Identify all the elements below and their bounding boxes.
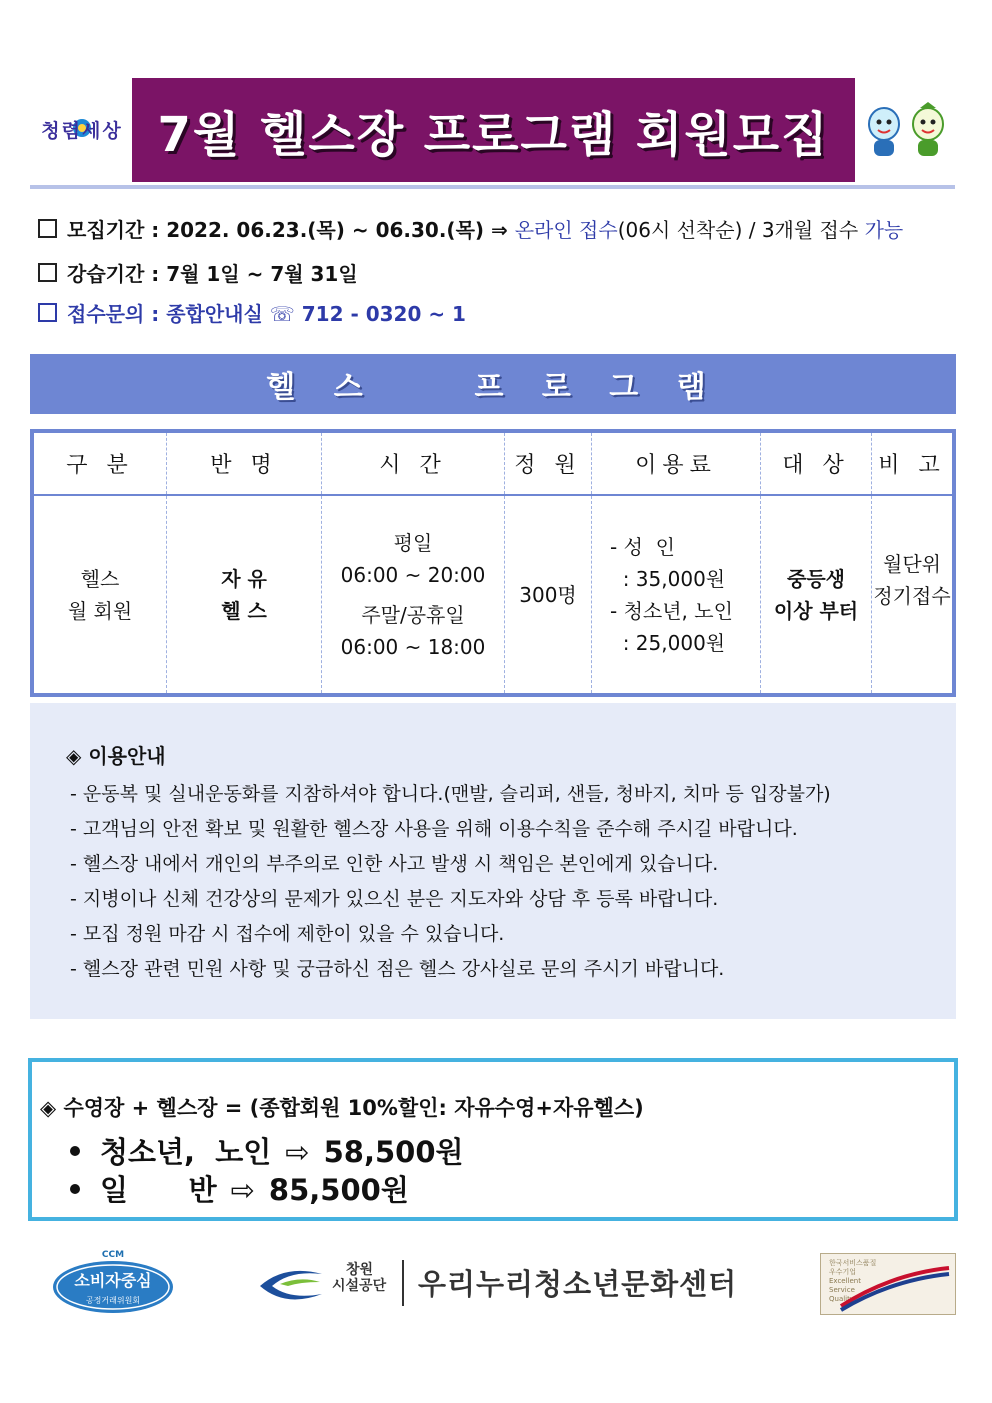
header-category: 구 분 <box>34 433 167 495</box>
recruit-period-line <box>38 214 903 243</box>
checkbox-icon <box>38 219 57 238</box>
category-line2: 월 회원 <box>67 598 133 623</box>
logo-text: 청렴세상 <box>41 120 123 142</box>
fee-youth: : 25,000원 <box>610 630 726 655</box>
cell-category <box>34 495 167 693</box>
header-fee: 이용료 <box>592 433 761 495</box>
notice-item: - 헬스장 내에서 개인의 부주의로 인한 사고 발생 시 책임은 본인에게 있습니다. <box>70 853 719 875</box>
lesson-period-line <box>38 258 358 287</box>
cell-time <box>322 495 505 693</box>
table-header-row <box>34 433 952 495</box>
header-note: 비 고 <box>872 433 953 495</box>
weekend-time: 06:00 ~ 18:00 <box>340 634 486 659</box>
note-line2: 정기접수 <box>873 584 951 608</box>
combo-price: 85,500원 <box>268 1173 409 1207</box>
diamond-icon: ◈ <box>40 1096 64 1120</box>
section-title-bar <box>30 354 956 414</box>
weekend-label: 주말/공휴일 <box>361 602 465 627</box>
ksq-line3: Excellent <box>829 1277 861 1285</box>
fee-adult: : 35,000원 <box>610 566 726 591</box>
combo-row-youth <box>70 1130 464 1171</box>
combo-title-line <box>40 1092 644 1122</box>
ksq-line4: Service <box>829 1286 855 1294</box>
combo-title: 수영장 + 헬스장 = (종합회원 10%할인: 자유수영+자유헬스) <box>63 1096 644 1120</box>
fee-adult-label: - 성 인 <box>610 534 675 559</box>
class-line2: 헬 스 <box>221 598 267 623</box>
org-sub <box>332 1262 386 1294</box>
notice-item: - 고객님의 안전 확보 및 원활한 헬스장 사용을 위해 이용수칙을 준수해 주시길 바랍니다. <box>70 818 798 840</box>
ccm-sub: 공정거래위원회 <box>85 1296 141 1305</box>
ccm-main: 소비자중심 <box>74 1271 152 1290</box>
checkbox-icon <box>38 263 57 282</box>
notice-item: - 헬스장 관련 민원 사항 및 궁금하신 점은 헬스 강사실로 문의 주시기 바랍니다. <box>70 958 725 980</box>
arrow-right-icon: ⇨ <box>285 1135 310 1169</box>
bullet-icon <box>70 1184 80 1194</box>
mascot-characters-image <box>862 102 954 160</box>
notice-title: 이용안내 <box>88 744 166 768</box>
notice-item: - 운동복 및 실내운동화를 지참하셔야 합니다.(맨발, 슬리퍼, 샌들, 청바지, 치마 등 입장불가) <box>70 783 831 805</box>
usage-notice-panel <box>30 703 956 1019</box>
combo-label: 일 반 <box>100 1173 217 1207</box>
cell-fee <box>592 495 761 693</box>
header-capacity: 정 원 <box>505 433 592 495</box>
header-class: 반 명 <box>167 433 322 495</box>
service-quality-certification-logo <box>820 1253 956 1315</box>
contact-line <box>38 298 466 327</box>
cell-target <box>761 495 872 693</box>
cell-note <box>872 495 953 693</box>
recruit-period: 모집기간 : 2022. 06.23.(목) ~ 06.30.(목) ⇒ <box>67 218 515 242</box>
org-sub-line1: 창원 <box>346 1262 374 1278</box>
logo-divider <box>402 1260 404 1306</box>
notice-item: - 모집 정원 마감 시 접수에 제한이 있을 수 있습니다. <box>70 923 505 945</box>
lesson-period: 강습기간 : 7월 1일 ~ 7월 31일 <box>67 262 358 286</box>
page-title: 7월 헬스장 프로그램 회원모집 <box>157 106 830 163</box>
ksq-line1: 한국서비스품질 <box>829 1259 877 1267</box>
facility-swoosh-icon <box>250 1256 330 1312</box>
bullet-icon <box>70 1146 80 1156</box>
fee-youth-label: - 청소년, 노인 <box>610 598 733 623</box>
youth-center-logo <box>250 1256 740 1312</box>
table-row <box>34 495 952 693</box>
cell-class <box>167 495 322 693</box>
header-divider <box>30 185 955 189</box>
combo-row-general <box>70 1168 409 1209</box>
online-registration: 온라인 접수 <box>514 218 618 242</box>
contact-info: 접수문의 : 종합안내실 ☏ 712 - 0320 ~ 1 <box>67 302 466 326</box>
arrow-right-icon: ⇨ <box>230 1173 255 1207</box>
class-line1: 자 유 <box>221 566 267 591</box>
combo-price: 58,500원 <box>323 1135 464 1169</box>
ccm-abbr: CCM <box>101 1250 125 1260</box>
notice-title-line <box>66 740 166 769</box>
checkbox-icon <box>38 303 57 322</box>
diamond-icon: ◈ <box>66 744 89 768</box>
page-title-banner <box>132 78 855 182</box>
ksq-line2: 우수기업 <box>829 1268 857 1276</box>
org-name: 우리누리청소년문화센터 <box>418 1267 738 1301</box>
notice-item: - 지병이나 신체 건강상의 문제가 있으신 분은 지도자와 상담 후 등록 바랍니다. <box>70 888 719 910</box>
integrity-world-logo <box>36 104 128 156</box>
ccm-logo <box>50 1250 176 1316</box>
program-table <box>30 429 956 697</box>
header-time: 시 간 <box>322 433 505 495</box>
header-target: 대 상 <box>761 433 872 495</box>
weekday-time: 06:00 ~ 20:00 <box>340 562 486 587</box>
target-line2: 이상 부터 <box>773 598 859 623</box>
ksq-line5: Quality <box>829 1295 855 1303</box>
target-line1: 중등생 <box>787 566 845 591</box>
weekday-label: 평일 <box>393 530 433 555</box>
cell-capacity: 300명 <box>505 495 592 693</box>
recruit-note: (06시 선착순) / 3개월 접수 <box>617 218 865 242</box>
combo-label: 청소년, 노인 <box>100 1135 272 1169</box>
note-line1: 월단위 <box>883 552 941 576</box>
recruit-possible: 가능 <box>864 218 904 242</box>
org-sub-line2: 시설공단 <box>332 1278 387 1294</box>
combo-membership-box <box>28 1058 958 1221</box>
category-line1: 헬스 <box>80 566 120 591</box>
section-title: 헬 스 프 로 그 램 <box>266 370 720 405</box>
